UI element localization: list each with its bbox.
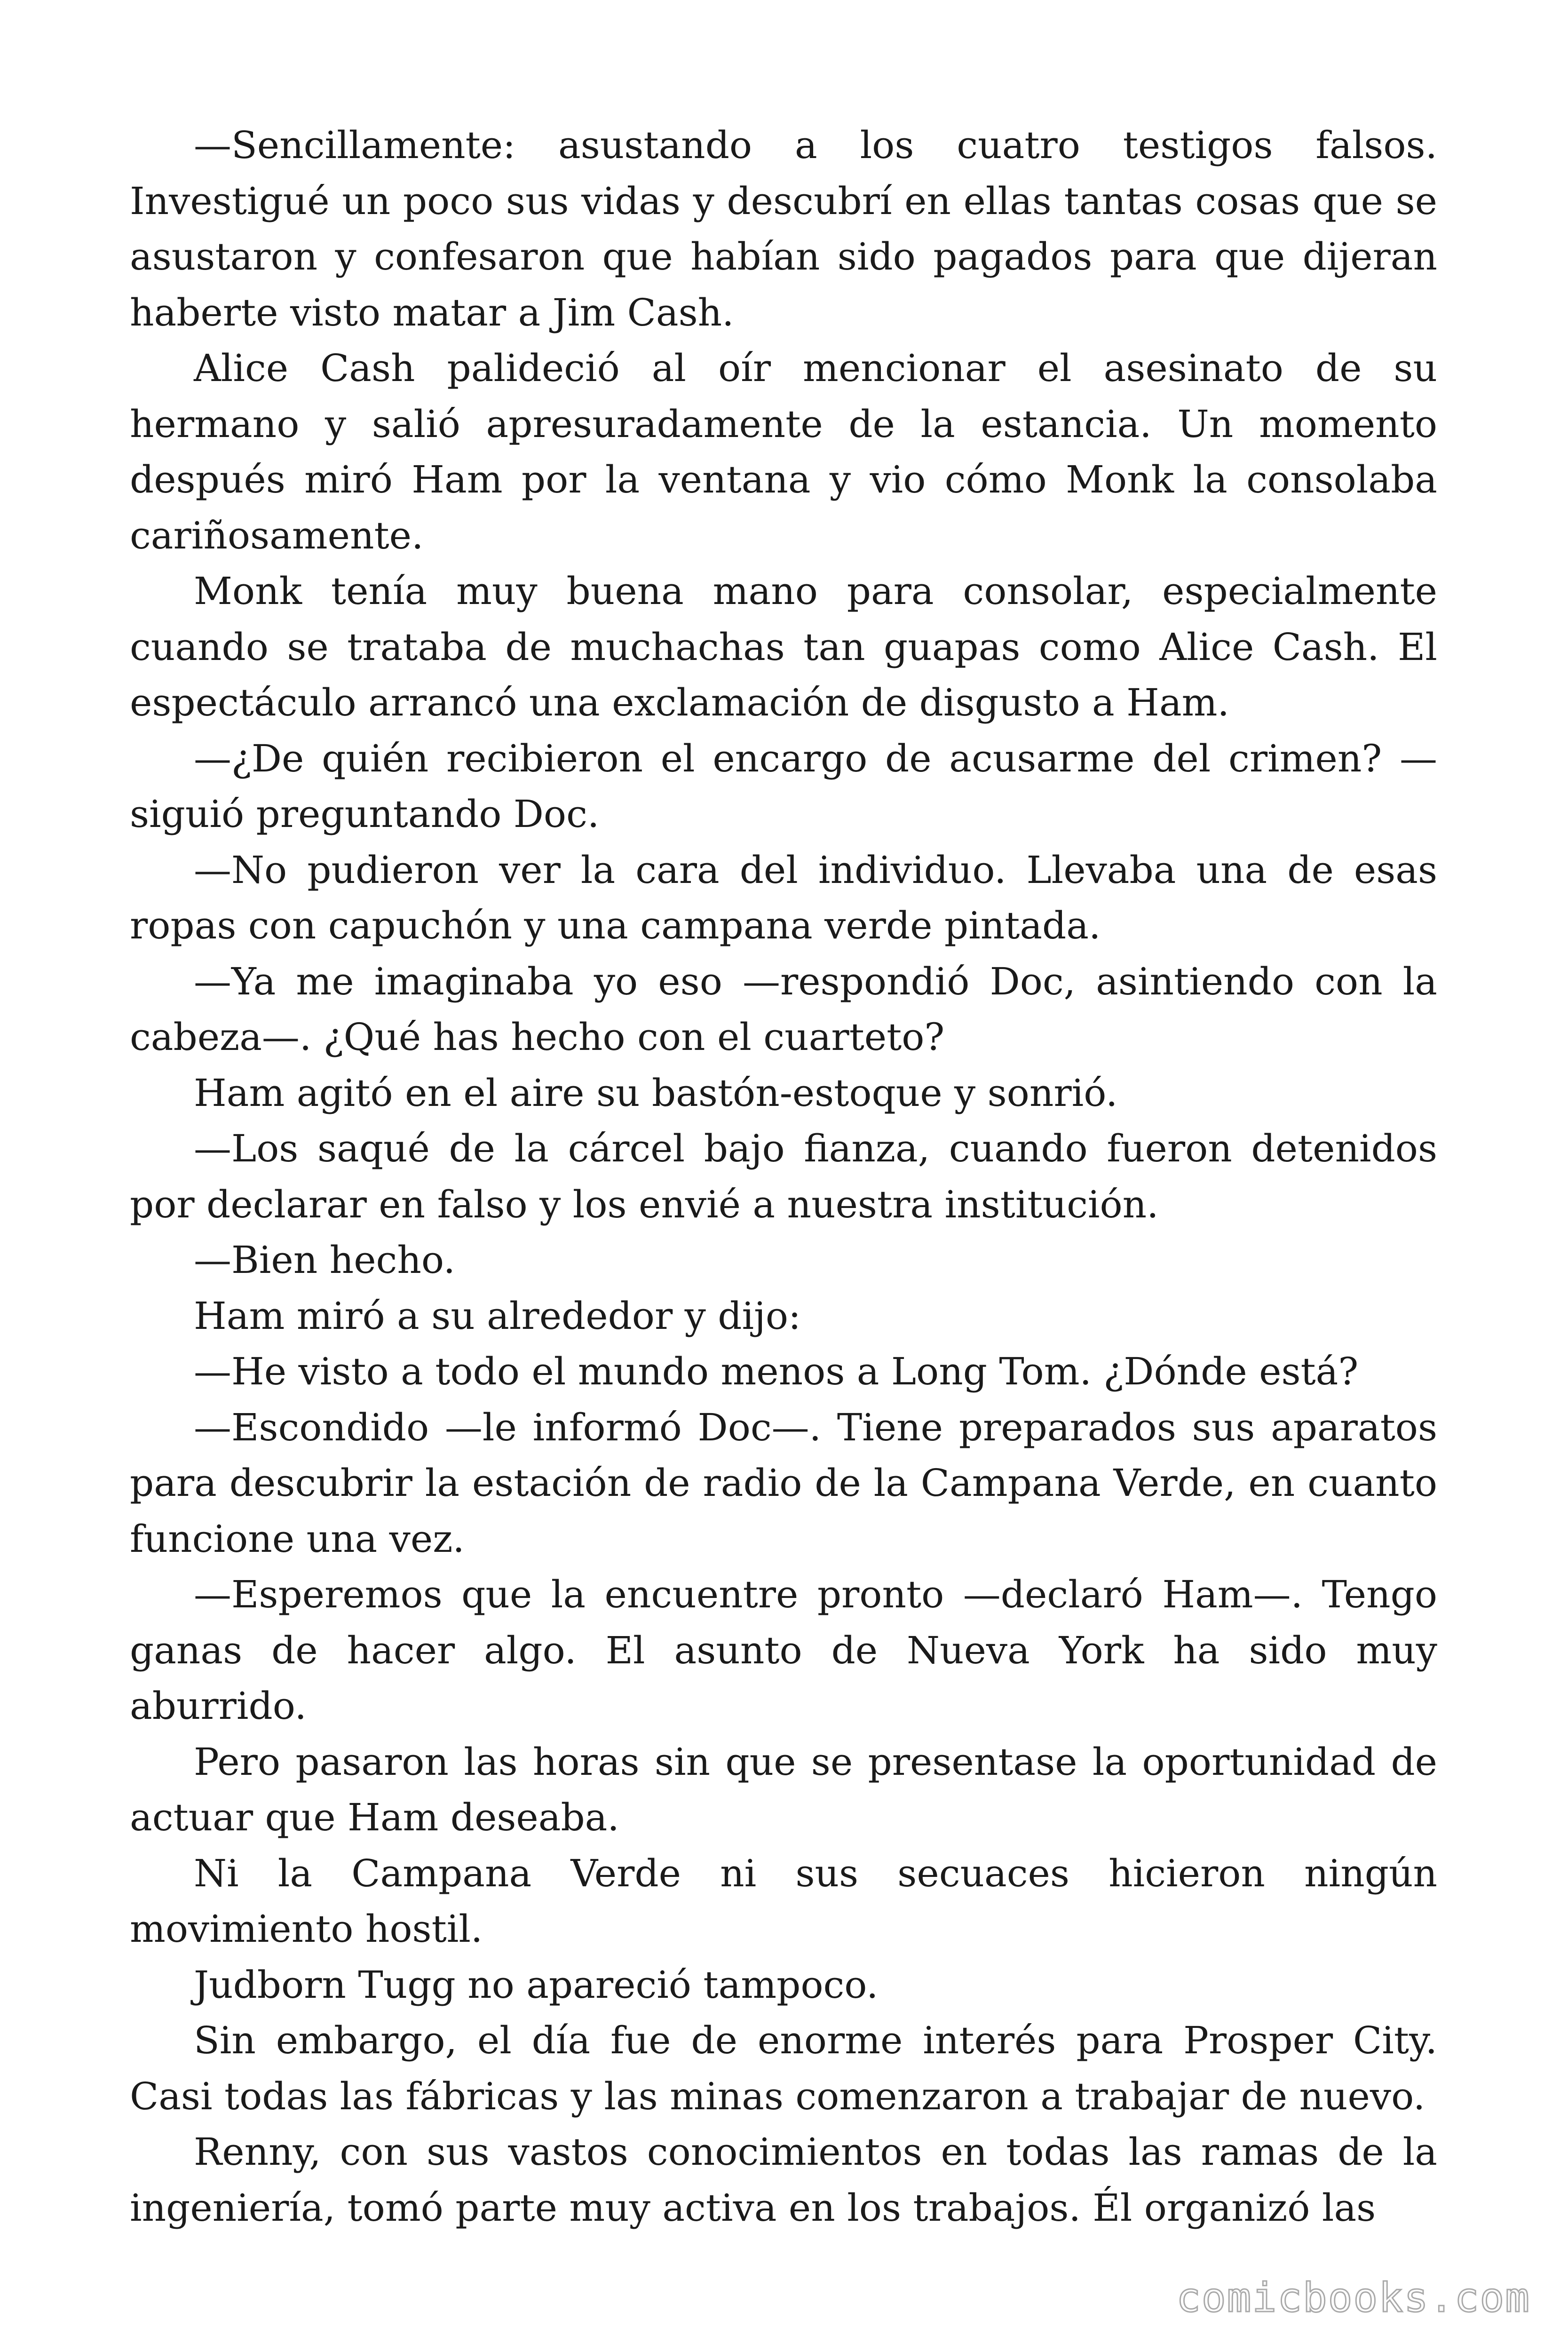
- paragraph: Ham miró a su alrededor y dijo:: [194, 1294, 801, 1338]
- paragraph: Monk tenía muy buena mano para consolar, especialmente cuando se trataba de muchachas tan guapas como Alice Cash. El espectáculo arrancó una exclamación de disgusto a Ham.: [130, 569, 1437, 724]
- watermark: comicbooks.com: [1176, 2274, 1530, 2321]
- paragraph: Renny, con sus vastos conocimientos en todas las ramas de la ingeniería, tomó parte muy activa en los trabajos. Él organizó las: [130, 2130, 1437, 2230]
- paragraph: Ham agitó en el aire su bastón-estoque y sonrió.: [194, 1071, 1118, 1115]
- paragraph: Judborn Tugg no apareció tampoco.: [194, 1963, 879, 2007]
- paragraph: —Esperemos que la encuentre pronto —declaró Ham—. Tengo ganas de hacer algo. El asunto de Nueva York ha sido muy aburrido.: [130, 1573, 1437, 1728]
- paragraph: Ni la Campana Verde ni sus secuaces hicieron ningún movimiento hostil.: [130, 1851, 1437, 1951]
- book-page-text: [130, 118, 1437, 2236]
- paragraph: —Bien hecho.: [194, 1238, 456, 1282]
- paragraph: —No pudieron ver la cara del individuo. Llevaba una de esas ropas con capuchón y una campana verde pintada.: [130, 848, 1437, 947]
- paragraph: —Los saqué de la cárcel bajo fianza, cuando fueron detenidos por declarar en falso y los envié a nuestra institución.: [130, 1127, 1437, 1226]
- paragraph: Sin embargo, el día fue de enorme interés para Prosper City. Casi todas las fábricas y las minas comenzaron a trabajar de nuevo.: [130, 2018, 1437, 2118]
- paragraph: —Escondido —le informó Doc—. Tiene preparados sus aparatos para descubrir la estación de radio de la Campana Verde, en cuanto funcione una vez.: [130, 1405, 1437, 1561]
- paragraph: —Sencillamente: asustando a los cuatro testigos falsos. Investigué un poco sus vidas y descubrí en ellas tantas cosas que se asustaron y confesaron que habían sido pagados para que dijeran haberte visto matar a Jim Cash.: [130, 123, 1437, 334]
- paragraph: Alice Cash palideció al oír mencionar el asesinato de su hermano y salió apresuradamente de la estancia. Un momento después miró Ham por la ventana y vio cómo Monk la consolaba cariñosamente.: [130, 346, 1437, 557]
- paragraph: Pero pasaron las horas sin que se presentase la oportunidad de actuar que Ham deseaba.: [130, 1740, 1437, 1839]
- paragraph: —He visto a todo el mundo menos a Long Tom. ¿Dónde está?: [194, 1350, 1359, 1393]
- paragraph: —¿De quién recibieron el encargo de acusarme del crimen? —siguió preguntando Doc.: [130, 736, 1437, 836]
- paragraph: —Ya me imaginaba yo eso —respondió Doc, asintiendo con la cabeza—. ¿Qué has hecho con el cuarteto?: [130, 959, 1437, 1059]
